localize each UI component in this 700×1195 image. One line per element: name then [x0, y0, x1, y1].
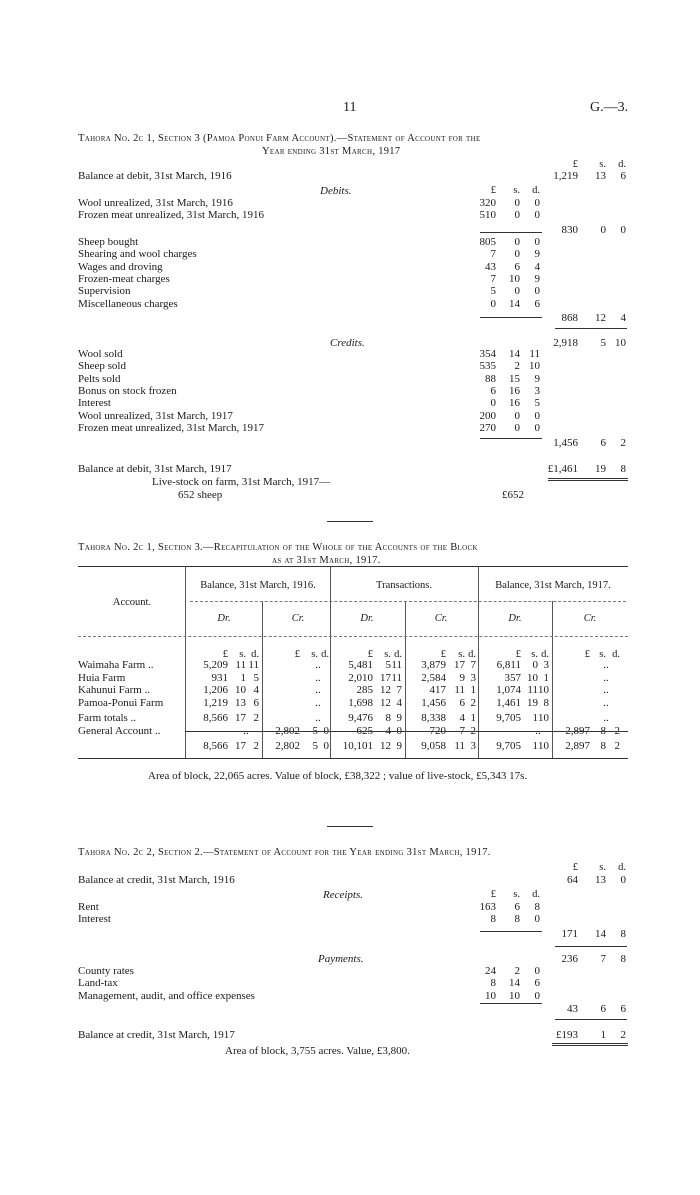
s1-debit-b-5-pence: 6 [534, 297, 540, 310]
s1-opening-label: Balance at debit, 31st March, 1916 [78, 170, 232, 182]
s3-receipts-heading: Receipts. [323, 889, 364, 901]
s2-row2-0-4-pence: 10 [538, 712, 549, 724]
s2-row2-1-3-shillings: 7 [459, 724, 465, 737]
s2-totals-0-1-pounds: 2,802 [275, 740, 300, 752]
s2-row-0-2-pounds: 5,481 [348, 659, 373, 671]
s2-row-2-2-shillings: 12 [380, 684, 391, 696]
s2-lsd-5-2: d. [612, 649, 620, 660]
s2-row-3-0-shillings: 13 [235, 696, 246, 709]
s3-receipt-1-pounds: 8 [490, 913, 496, 926]
s1-livestock-line2: 652 sheep [178, 489, 223, 501]
s2-top-rule [78, 566, 628, 567]
s3-inner-currency-2: d. [532, 889, 540, 900]
s1-credit-5-pence: 0 [534, 409, 540, 422]
s3-payments-total-pounds: 43 [567, 1003, 578, 1015]
s3-payments-total-pence: 6 [620, 1003, 626, 1015]
s3-title: Tahora No. 2c 2, Section 2.—Statement of Account for the Year ending 31st March, 1917. [78, 847, 491, 858]
s2-row2-0-3-pence: 1 [470, 712, 476, 724]
s1-debit-b-label-1: Shearing and wool charges [78, 248, 197, 261]
s2-row-3-2-shillings: 12 [380, 696, 391, 709]
s2-row-0-0-pence: 11 [248, 659, 259, 671]
s2-row-blank-3-1: .. [315, 696, 321, 709]
s1-credit-1-pounds: 535 [479, 360, 496, 373]
s2-row-1-2-pounds: 2,010 [348, 671, 373, 684]
s1-debits-b-total-pounds: 868 [561, 312, 578, 324]
s1-title-line2: Year ending 31st March, 1917 [262, 146, 401, 157]
s1-credit-5-pounds: 200 [479, 409, 496, 422]
s2-row-1-4-pence: 1 [543, 671, 549, 684]
s1-credit-3-pence: 3 [534, 384, 540, 397]
s2-row2-1-5-pence: 2 [614, 724, 620, 737]
s1-credits-total-shillings: 6 [600, 437, 606, 449]
s3-payment-1-shillings: 14 [509, 977, 520, 990]
s3-receipt-0-shillings: 6 [514, 901, 520, 913]
s2-row-1-0-pounds: 931 [211, 671, 228, 684]
s3-outer-currency-2: d. [618, 862, 626, 873]
s3-subtotal-pence: 8 [620, 953, 626, 965]
s2-totals-0-2-pounds: 10,101 [342, 740, 373, 752]
s2-title-line2: as at 31st March, 1917. [272, 555, 381, 566]
s1-inner-currency-0: £ [490, 185, 496, 196]
s3-payment-1-pence: 6 [534, 977, 540, 990]
s2-row2-blank-0-1: .. [315, 712, 321, 724]
s2-row-0-4-shillings: 0 [532, 659, 538, 671]
s1-credit-0-pence: 11 [529, 348, 540, 360]
s1-debit-b-1-pounds: 7 [490, 248, 496, 261]
s2-lsd-5-1: s. [599, 649, 606, 660]
s1-debit-a-label-1: Frozen meat unrealized, 31st March, 1916 [78, 209, 265, 222]
s2-lsd-5-0: £ [584, 649, 590, 660]
s1-debits-a-total-pounds: 830 [561, 224, 578, 236]
s1-credit-label-3: Bonus on stock frozen [78, 384, 177, 397]
s2-row-name-1: Huia Farm [78, 671, 126, 684]
s3-receipt-0-pence: 8 [534, 901, 540, 913]
s1-opening-pence: 6 [620, 170, 626, 182]
s1-debit-b-label-5: Miscellaneous charges [78, 297, 178, 310]
s2-row2-name-1: General Account .. [78, 724, 161, 737]
s1-credit-0-pounds: 354 [479, 348, 496, 360]
s2-totals-0-0-pounds: 8,566 [203, 740, 228, 752]
s2-row2-0-4-pounds: 9,705 [496, 712, 521, 724]
s2-totals-0-4-pence: 10 [538, 740, 549, 752]
s1-debit-b-label-0: Sheep bought [78, 236, 139, 248]
s2-row-2-2-pence: 7 [396, 684, 402, 696]
s1-debits-b-total-pence: 4 [620, 312, 626, 324]
s1-debits-grand-shillings: 5 [600, 337, 606, 349]
s2-footer: Area of block, 22,065 acres. Value of block, £38,322 ; value of live-stock, £5,343 17s. [148, 770, 528, 782]
s2-row2-0-2-pounds: 9,476 [348, 712, 373, 724]
s2-row-3-4-pence: 8 [543, 696, 549, 709]
s1-closing-label: Balance at debit, 31st March, 1917 [78, 463, 232, 475]
s1-debit-a-label-0: Wool unrealized, 31st March, 1916 [78, 197, 233, 209]
s2-row-1-3-pence: 3 [470, 671, 476, 684]
s2-row2-name-0: Farm totals .. [78, 712, 137, 724]
s2-lsd-4-1: s. [531, 649, 538, 660]
s2-row-2-0-pounds: 1,206 [203, 684, 228, 696]
s2-row-0-3-pence: 7 [470, 659, 476, 671]
s2-row2-1-3-pounds: 720 [429, 724, 446, 737]
s1-debit-b-1-pence: 9 [534, 248, 540, 261]
s3-inner-currency-0: £ [490, 889, 496, 900]
s1-credit-1-pence: 10 [529, 360, 540, 373]
s2-subheader-dash [78, 636, 628, 637]
s2-totals-0-2-pence: 9 [396, 740, 402, 752]
s1-credit-2-pounds: 88 [485, 372, 496, 385]
s1-debit-a-1-shillings: 0 [514, 209, 520, 222]
s2-row2-blank-0-5: .. [603, 712, 609, 724]
s1-debit-b-4-pounds: 5 [490, 285, 496, 298]
s3-inner-currency-1: s. [513, 889, 520, 900]
s2-col-account: Account. [112, 597, 152, 608]
s2-lsd-0-1: s. [239, 649, 246, 660]
s2-group-header-2: Balance, 31st March, 1917. [495, 580, 611, 591]
s2-row2-0-4-shillings: 1 [532, 712, 538, 724]
s2-row-0-3-shillings: 17 [454, 659, 465, 671]
s1-debit-b-label-4: Supervision [78, 285, 131, 298]
s2-totals-rule [185, 731, 628, 732]
s3-payment-0-shillings: 2 [514, 965, 520, 977]
s3-receipt-0-pounds: 163 [479, 901, 496, 913]
s2-row2-1-3-pence: 2 [470, 724, 476, 737]
s2-row-1-0-pence: 5 [253, 671, 259, 684]
s1-credit-1-shillings: 2 [514, 360, 520, 373]
s1-end-rule [327, 521, 373, 522]
s2-lsd-3-2: d. [468, 649, 476, 660]
s2-row-0-0-pounds: 5,209 [203, 659, 228, 671]
s1-debit-b-1-shillings: 0 [514, 248, 520, 261]
s1-credit-label-1: Sheep sold [78, 360, 126, 373]
s2-lsd-0-2: d. [251, 649, 259, 660]
s3-payment-label-1: Land-tax [78, 977, 118, 990]
s1-debit-a-1-pence: 0 [534, 209, 540, 222]
s2-row-3-4-pounds: 1,461 [496, 696, 521, 709]
s3-closing-label: Balance at credit, 31st March, 1917 [78, 1029, 235, 1041]
s2-row-2-0-pence: 4 [253, 684, 259, 696]
s2-row2-0-0-pence: 2 [253, 712, 259, 724]
s1-credit-4-pence: 5 [534, 397, 540, 410]
s1-outer-currency-2: d. [618, 159, 626, 170]
s2-lsd-1-2: d. [321, 649, 329, 660]
s2-end-rule [327, 826, 373, 827]
s3-receipts-total-pence: 8 [620, 928, 626, 940]
s2-lsd-1-1: s. [311, 649, 318, 660]
s2-row-blank-2-1: .. [315, 684, 321, 696]
s3-subtotal-pounds: 236 [561, 953, 578, 965]
s1-closing-pence: 8 [620, 463, 626, 475]
s1-credit-label-5: Wool unrealized, 31st March, 1917 [78, 409, 233, 422]
s2-bottom-rule [78, 758, 628, 759]
s2-group-header-1: Transactions. [376, 580, 432, 591]
s1-credit-6-pence: 0 [534, 421, 540, 434]
s1-debit-b-3-shillings: 10 [509, 272, 520, 285]
s1-credit-4-pounds: 0 [490, 397, 496, 410]
s3-subtotal-shillings: 7 [600, 953, 606, 965]
s2-totals-0-4-pounds: 9,705 [496, 740, 521, 752]
s1-debit-b-label-3: Frozen-meat charges [78, 272, 170, 285]
s2-row2-1-1-pence: 0 [323, 724, 329, 737]
s3-closing-shillings: 1 [600, 1029, 606, 1041]
s2-row-0-2-shillings: 5 [385, 659, 391, 671]
s1-credits-heading: Credits. [330, 337, 365, 349]
s2-sub-header-4: Dr. [508, 613, 522, 624]
s2-sub-header-1: Cr. [291, 613, 305, 624]
s3-payments-heading: Payments. [318, 953, 364, 965]
s2-lsd-2-0: £ [367, 649, 373, 660]
s2-row2-0-2-pence: 9 [396, 712, 402, 724]
s2-row-blank-0-1: .. [315, 659, 321, 671]
s1-credits-total-pounds: 1,456 [553, 437, 578, 449]
s3-receipt-label-0: Rent [78, 901, 99, 913]
s2-row-1-0-shillings: 1 [240, 671, 246, 684]
s2-row-name-2: Kahunui Farm .. [78, 684, 151, 696]
s2-row-blank-1-5: .. [603, 671, 609, 684]
s3-payment-label-2: Management, audit, and office expenses [78, 989, 255, 1002]
s2-row-3-4-shillings: 19 [527, 696, 538, 709]
s2-totals-0-1-pence: 0 [323, 740, 329, 752]
s2-row-3-3-pence: 2 [470, 696, 476, 709]
s3-closing-pence: 2 [620, 1029, 626, 1041]
s2-lsd-2-1: s. [384, 649, 391, 660]
s2-row-0-2-pence: 11 [391, 659, 402, 671]
s3-payments-total-shillings: 6 [600, 1003, 606, 1015]
s2-row-3-2-pounds: 1,698 [348, 696, 373, 709]
s2-row-name-3: Pamoa-Ponui Farm [78, 696, 164, 709]
s2-row-blank-2-5: .. [603, 684, 609, 696]
s2-totals-0-0-shillings: 17 [235, 740, 246, 752]
s3-outer-currency-1: s. [599, 862, 606, 873]
s3-payment-1-pounds: 8 [490, 977, 496, 990]
s1-inner-currency-1: s. [513, 185, 520, 196]
s1-debit-b-2-pence: 4 [534, 260, 540, 273]
s2-row-2-3-pounds: 417 [429, 684, 446, 696]
s3-opening-label: Balance at credit, 31st March, 1916 [78, 874, 235, 886]
s3-receipts-total-shillings: 14 [595, 928, 606, 940]
s2-title-line1: Tahora No. 2c 1, Section 3.—Recapitulation of the Whole of the Accounts of the Block [78, 542, 478, 553]
s1-debit-b-4-shillings: 0 [514, 285, 520, 298]
s2-row-3-3-pounds: 1,456 [421, 696, 446, 709]
s2-lsd-3-0: £ [440, 649, 446, 660]
s1-credit-4-shillings: 16 [509, 397, 520, 410]
s3-payment-2-pence: 0 [534, 989, 540, 1002]
s2-row-name-0: Waimaha Farm .. [78, 659, 154, 671]
s1-credit-label-2: Pelts sold [78, 372, 121, 385]
s2-row2-0-2-shillings: 8 [385, 712, 391, 724]
s2-row-1-2-pence: 11 [391, 671, 402, 684]
s1-title-line1: Tahora No. 2c 1, Section 3 (Pamoa Ponui Farm Account).—Statement of Account for the [78, 133, 481, 144]
s2-row2-1-2-pounds: 625 [356, 724, 373, 737]
s3-closing-pounds: £193 [556, 1029, 578, 1041]
s1-debit-b-0-pounds: 805 [479, 236, 496, 248]
s3-payment-0-pence: 0 [534, 965, 540, 977]
s1-debit-b-5-pounds: 0 [490, 297, 496, 310]
s1-debit-b-0-pence: 0 [534, 236, 540, 248]
s2-row-0-3-pounds: 3,879 [421, 659, 446, 671]
s1-credit-3-pounds: 6 [490, 384, 496, 397]
s2-totals-0-3-pounds: 9,058 [421, 740, 446, 752]
s2-row-2-4-pence: 10 [538, 684, 549, 696]
s3-payment-0-pounds: 24 [485, 965, 496, 977]
s2-sub-header-0: Dr. [217, 613, 231, 624]
s2-row-0-0-shillings: 11 [235, 659, 246, 671]
s2-row2-0-0-shillings: 17 [235, 712, 246, 724]
s3-payment-2-shillings: 10 [509, 989, 520, 1002]
s1-debit-b-5-shillings: 14 [509, 297, 520, 310]
s1-debit-b-2-pounds: 43 [485, 260, 496, 273]
s1-double-rule [548, 478, 628, 481]
s1-rule-c [555, 328, 627, 329]
s1-credit-2-shillings: 15 [509, 372, 520, 385]
s3-receipt-1-pence: 0 [534, 913, 540, 926]
s2-row2-1-5-shillings: 8 [600, 724, 606, 737]
s1-credit-label-6: Frozen meat unrealized, 31st March, 1917 [78, 421, 265, 434]
s1-credits-total-pence: 2 [620, 437, 626, 449]
s2-header-dash [190, 601, 626, 602]
s1-closing-pounds: £1,461 [547, 463, 578, 475]
s3-rule-d [555, 1019, 627, 1020]
s2-row-blank-0-5: .. [603, 659, 609, 671]
s1-outer-currency-1: s. [599, 159, 606, 170]
s2-row2-1-1-shillings: 5 [312, 724, 318, 737]
s2-row-2-4-shillings: 11 [527, 684, 538, 696]
s3-receipt-1-shillings: 8 [514, 913, 520, 926]
s2-lsd-4-0: £ [515, 649, 521, 660]
s1-debit-a-0-shillings: 0 [514, 197, 520, 209]
s1-livestock-line1: Live-stock on farm, 31st March, 1917— [152, 476, 331, 488]
s2-row2-1-1-pounds: 2,802 [275, 724, 300, 737]
s3-outer-currency-0: £ [572, 862, 578, 873]
s1-debit-a-1-pounds: 510 [479, 209, 496, 222]
s2-totals-0-2-shillings: 12 [380, 740, 391, 752]
s2-row-blank-3-5: .. [603, 696, 609, 709]
s2-totals-0-5-pounds: 2,897 [565, 740, 590, 752]
s3-payment-2-pounds: 10 [485, 989, 496, 1002]
s2-totals-0-3-pence: 3 [470, 740, 476, 752]
s1-credit-0-shillings: 14 [509, 348, 520, 360]
s1-debits-grand-pounds: 2,918 [553, 337, 578, 349]
s1-debits-heading: Debits. [320, 185, 352, 197]
s2-totals-0-4-shillings: 1 [532, 740, 538, 752]
s2-row-1-4-shillings: 10 [527, 671, 538, 684]
s2-row-3-0-pounds: 1,219 [203, 696, 228, 709]
s2-totals-0-5-pence: 2 [614, 740, 620, 752]
s2-row2-1-2-shillings: 4 [385, 724, 391, 737]
s2-row2-blank-1-4: .. [535, 724, 541, 737]
s3-opening-shillings: 13 [595, 874, 606, 886]
s1-opening-pounds: 1,219 [553, 170, 578, 182]
s2-sub-header-3: Cr. [434, 613, 448, 624]
s2-sub-header-2: Dr. [360, 613, 374, 624]
s2-row2-1-2-pence: 0 [396, 724, 402, 737]
s1-credit-2-pence: 9 [534, 372, 540, 385]
s1-debit-b-0-shillings: 0 [514, 236, 520, 248]
s1-credit-6-shillings: 0 [514, 421, 520, 434]
s1-debit-b-3-pence: 9 [534, 272, 540, 285]
s2-row-0-4-pounds: 6,811 [496, 659, 521, 671]
s3-double-rule [552, 1043, 628, 1046]
s1-opening-shillings: 13 [595, 170, 606, 182]
s1-debits-b-total-shillings: 12 [595, 312, 606, 324]
s2-row-2-3-pence: 1 [470, 684, 476, 696]
s2-row2-1-5-pounds: 2,897 [565, 724, 590, 737]
s2-totals-0-1-shillings: 5 [312, 740, 318, 752]
s2-row-3-3-shillings: 6 [459, 696, 465, 709]
s1-debit-b-3-pounds: 7 [490, 272, 496, 285]
s1-debit-a-0-pounds: 320 [479, 197, 496, 209]
s3-opening-pence: 0 [620, 874, 626, 886]
s1-closing-shillings: 19 [595, 463, 606, 475]
s1-debit-a-0-pence: 0 [534, 197, 540, 209]
s2-totals-0-0-pence: 2 [253, 740, 259, 752]
s2-sub-header-5: Cr. [583, 613, 597, 624]
s2-lsd-4-2: d. [541, 649, 549, 660]
page-code: G.—3. [590, 100, 629, 115]
s3-footer: Area of block, 3,755 acres. Value, £3,800. [225, 1045, 410, 1057]
s2-lsd-1-0: £ [294, 649, 300, 660]
s1-credit-label-0: Wool sold [78, 348, 123, 360]
s2-row-2-3-shillings: 11 [454, 684, 465, 696]
s2-row-1-3-shillings: 9 [459, 671, 465, 684]
s1-credit-5-shillings: 0 [514, 409, 520, 422]
s2-row-2-2-pounds: 285 [356, 684, 373, 696]
s1-credit-3-shillings: 16 [509, 384, 520, 397]
s3-receipts-total-pounds: 171 [561, 928, 578, 940]
s1-credit-6-pounds: 270 [479, 421, 496, 434]
s2-totals-0-3-shillings: 11 [454, 740, 465, 752]
s3-rule-b [555, 946, 627, 947]
s2-row-1-4-pounds: 357 [504, 671, 521, 684]
s2-row2-0-3-pounds: 8,338 [421, 712, 446, 724]
s2-totals-0-5-shillings: 8 [600, 740, 606, 752]
s1-livestock-value: £652 [502, 489, 524, 501]
s1-outer-currency-0: £ [572, 159, 578, 170]
s1-debits-a-total-pence: 0 [620, 224, 626, 236]
s3-receipt-label-1: Interest [78, 913, 111, 926]
s1-credit-label-4: Interest [78, 397, 111, 410]
s1-debits-a-total-shillings: 0 [600, 224, 606, 236]
s2-row-3-2-pence: 4 [396, 696, 402, 709]
s2-row-1-3-pounds: 2,584 [421, 671, 446, 684]
s2-row2-0-3-shillings: 4 [459, 712, 465, 724]
s2-row2-0-0-pounds: 8,566 [203, 712, 228, 724]
page-number: 11 [343, 100, 357, 115]
s2-row-3-0-pence: 6 [253, 696, 259, 709]
s2-row-blank-1-1: .. [315, 671, 321, 684]
s2-lsd-0-0: £ [222, 649, 228, 660]
s1-inner-currency-2: d. [532, 185, 540, 196]
s3-payment-label-0: County rates [78, 965, 134, 977]
s2-lsd-3-1: s. [458, 649, 465, 660]
s2-row2-blank-1-0: .. [243, 724, 249, 737]
s1-debits-grand-pence: 10 [615, 337, 626, 349]
s2-row-0-4-pence: 3 [543, 659, 549, 671]
s1-debit-b-4-pence: 0 [534, 285, 540, 298]
s1-debit-b-label-2: Wages and droving [78, 260, 163, 273]
s2-row-2-4-pounds: 1,074 [496, 684, 521, 696]
s2-row-1-2-shillings: 17 [380, 671, 391, 684]
s2-row-2-0-shillings: 10 [235, 684, 246, 696]
s2-group-header-0: Balance, 31st March, 1916. [200, 580, 316, 591]
s2-lsd-2-2: d. [394, 649, 402, 660]
s3-opening-pounds: 64 [567, 874, 578, 886]
s1-debit-b-2-shillings: 6 [514, 260, 520, 273]
